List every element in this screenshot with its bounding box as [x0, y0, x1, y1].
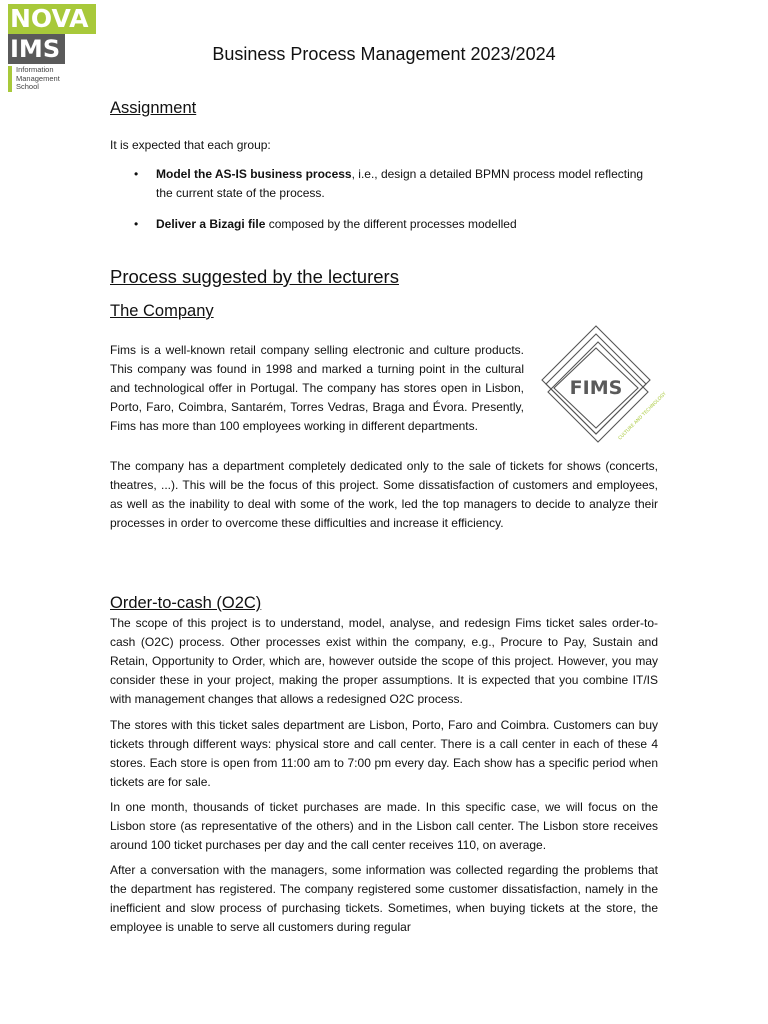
process-heading: Process suggested by the lecturers	[110, 266, 399, 287]
o2c-heading: Order-to-cash (O2C)	[110, 594, 262, 612]
assignment-intro: It is expected that each group:	[110, 138, 271, 152]
logo-subtitle	[8, 66, 96, 92]
fims-logo	[536, 322, 668, 448]
company-paragraph-1: Fims is a well-known retail company selling electronic and culture products. This company was found in 1998 and marked a turning point in the cultural and technological offer in Portugal. The company has stores open in Lisbon, Porto, Faro, Coimbra, Santarém, Torres Vedras, Braga and Évora. Presently, Fims has more than 100 employees working in different departments.	[110, 343, 524, 433]
company-paragraph-2: The company has a department completely dedicated only to the sale of tickets for shows (concerts, theatres, ...). This will be the focus of this project. Some dissatisfaction of customers and employees, as well as the inability to deal with some of the work, led the top managers to decide to analyze their processes in order to overcome these difficulties and increase it efficiency.	[110, 459, 658, 530]
logo-ims-text: IMS	[8, 34, 65, 64]
logo-nova-text: NOVA	[8, 4, 96, 34]
bullet-icon: •	[134, 167, 139, 181]
logo-line-1: Information	[16, 65, 54, 74]
bullet-bold: Model the AS-IS business process	[156, 167, 352, 181]
logo-line-2: Management	[16, 73, 60, 83]
logo-line-3: School	[16, 82, 39, 91]
fims-logo-text: FIMS	[569, 377, 623, 399]
assignment-list	[110, 165, 658, 234]
bullet-icon: •	[134, 217, 139, 231]
bullet-bold: Deliver a Bizagi file	[156, 217, 266, 231]
bullet-text: composed by the different processes modelled	[265, 217, 517, 231]
o2c-paragraph-4: After a conversation with the managers, some information was collected regarding the problems that the department has registered. The company registered some customer dissatisfaction, namely in the inefficient and slow process of purchasing tickets. Sometimes, when buying tickets at the store, the employee is unable to serve all customers during regular	[110, 863, 658, 934]
list-item	[110, 215, 658, 234]
company-heading: The Company	[110, 302, 214, 320]
fims-tagline: CULTURE AND TECHNOLOGY	[617, 391, 668, 442]
document-title: Business Process Management 2023/2024	[212, 44, 556, 64]
o2c-paragraph-1: The scope of this project is to understand, model, analyse, and redesign Fims ticket sales order-to-cash (O2C) process. Other processes exist within the company, e.g., Procure to Pay, Sustain and Retain, Opportunity to Order, which are, however outside the scope of this project. However, you may consider these in your project, making the proper assumptions. It is expected that you combine IT/IS with management changes that allows a redesigned O2C process.	[110, 616, 658, 706]
o2c-paragraph-3: In one month, thousands of ticket purchases are made. In this specific case, we will focus on the Lisbon store (as representative of the others) and in the Lisbon call center. The Lisbon store receives around 100 ticket purchases per day and the call center receives 110, on average.	[110, 800, 658, 852]
assignment-heading: Assignment	[110, 99, 197, 117]
bullet-text: , i.e., design a detailed BPMN process model reflecting the current state of the process.	[156, 167, 644, 200]
o2c-paragraph-2: The stores with this ticket sales department are Lisbon, Porto, Faro and Coimbra. Customers can buy tickets through different ways: physical store and call center. There is a call center in each of these 4 stores. Each store is open from 11:00 am to 7:00 pm every day. Each show has a specific period when tickets are for sale.	[110, 718, 658, 789]
list-item	[110, 165, 658, 203]
